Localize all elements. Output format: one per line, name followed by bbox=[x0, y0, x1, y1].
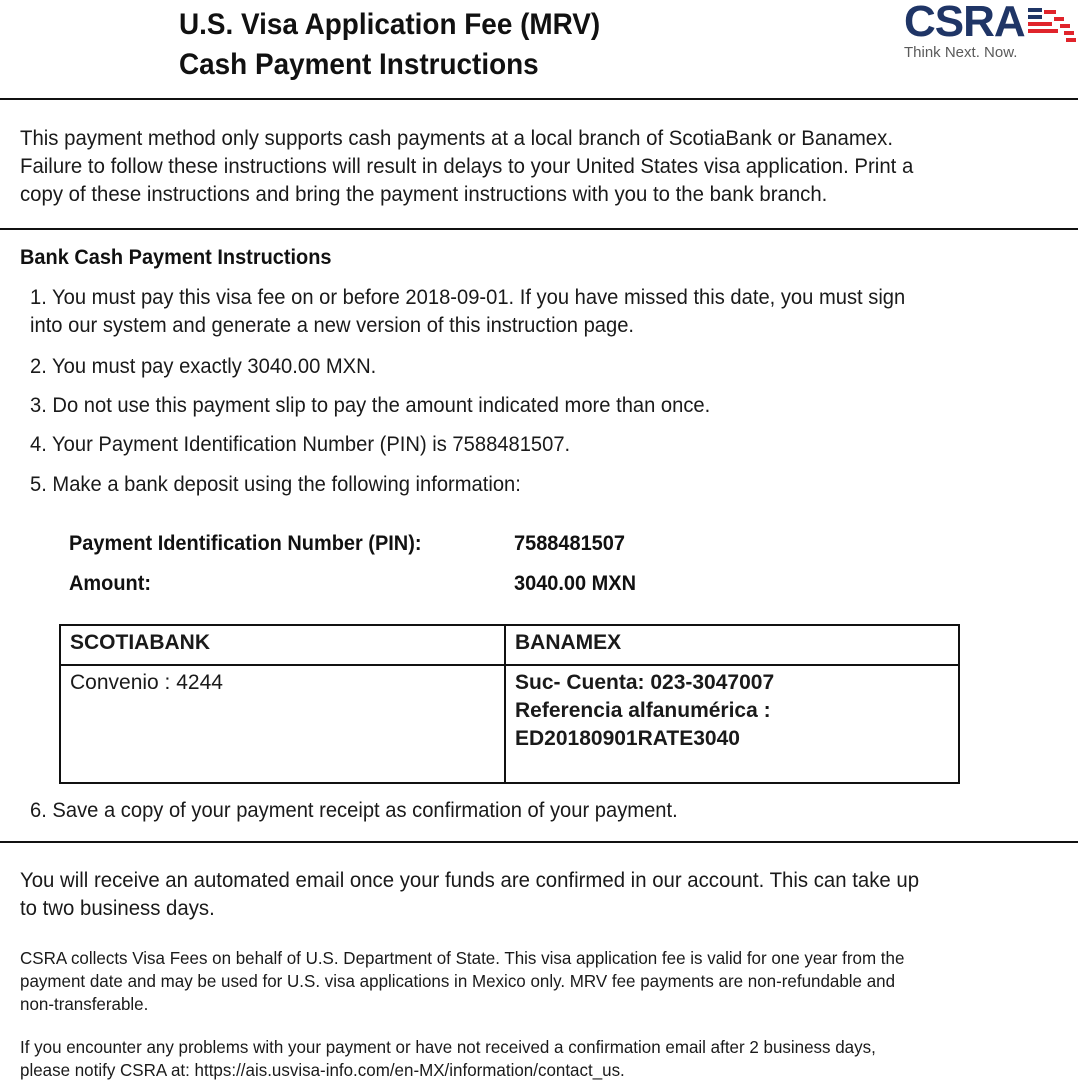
email-notice-line: to two business days. bbox=[20, 897, 215, 920]
disclaimer-line: CSRA collects Visa Fees on behalf of U.S. Department of State. This visa application fee is valid for one year from the bbox=[20, 948, 905, 968]
amount-label: Amount: bbox=[69, 572, 151, 595]
amount-value: 3040.00 MXN bbox=[514, 572, 637, 595]
logo-stripes-icon bbox=[1028, 4, 1078, 44]
step-text: 1. You must pay this visa fee on or before 2018-09-01. If you have missed this date, you must sign bbox=[30, 286, 906, 309]
scotiabank-cell bbox=[60, 665, 505, 783]
step-1 bbox=[30, 284, 905, 340]
step-2: 2. You must pay exactly 3040.00 MXN. bbox=[30, 355, 377, 378]
title-line-2: Cash Payment Instructions bbox=[179, 48, 539, 81]
page-header bbox=[0, 0, 1078, 100]
divider bbox=[0, 841, 1078, 843]
disclaimer-line: non-transferable. bbox=[20, 994, 149, 1014]
divider bbox=[0, 228, 1078, 230]
email-notice-line: You will receive an automated email once your funds are confirmed in our account. This can take up bbox=[20, 869, 920, 892]
bank-table-header-row bbox=[60, 625, 959, 665]
disclaimer-line: payment date and may be used for U.S. visa applications in Mexico only. MRV fee payments are non-refundable and bbox=[20, 971, 896, 991]
banamex-cell bbox=[505, 665, 959, 783]
referencia-value: ED20180901RATE3040 bbox=[515, 727, 740, 750]
bank-table-row bbox=[60, 665, 959, 783]
divider bbox=[0, 98, 1078, 100]
pin-label: Payment Identification Number (PIN): bbox=[69, 532, 422, 555]
suc-cuenta: Suc- Cuenta: 023-3047007 bbox=[515, 671, 775, 694]
step-text: into our system and generate a new version of this instruction page. bbox=[30, 314, 635, 337]
intro-line: Failure to follow these instructions will result in delays to your United States visa application. Print a bbox=[20, 155, 914, 178]
contact-link[interactable]: please notify CSRA at: https://ais.usvisa-info.com/en-MX/information/contact_us. bbox=[20, 1060, 625, 1080]
title-line-1: U.S. Visa Application Fee (MRV) bbox=[179, 8, 601, 41]
logo-tagline: Think Next. Now. bbox=[904, 44, 1018, 61]
page-title bbox=[179, 5, 600, 85]
header-banamex: BANAMEX bbox=[505, 625, 959, 665]
contact-notice bbox=[20, 1036, 876, 1082]
disclaimer bbox=[20, 947, 904, 1016]
convenio: Convenio : 4244 bbox=[70, 671, 223, 694]
intro-line: copy of these instructions and bring the payment instructions with you to the bank branch. bbox=[20, 183, 828, 206]
csra-logo bbox=[898, 0, 1078, 70]
step-4: 4. Your Payment Identification Number (PIN) is 7588481507. bbox=[30, 433, 571, 456]
step-3: 3. Do not use this payment slip to pay the amount indicated more than once. bbox=[30, 394, 711, 417]
step-6: 6. Save a copy of your payment receipt as confirmation of your payment. bbox=[30, 799, 678, 822]
referencia-label: Referencia alfanumérica : bbox=[515, 699, 771, 722]
email-notice bbox=[20, 867, 919, 923]
step-5: 5. Make a bank deposit using the following information: bbox=[30, 473, 521, 496]
intro-line: This payment method only supports cash payments at a local branch of ScotiaBank or Banamex. bbox=[20, 127, 893, 150]
logo-wordmark: CSRA bbox=[904, 0, 1025, 46]
section-heading: Bank Cash Payment Instructions bbox=[20, 246, 332, 269]
contact-line: If you encounter any problems with your payment or have not received a confirmation email after 2 business days, bbox=[20, 1037, 876, 1057]
intro-text bbox=[20, 125, 913, 209]
bank-table bbox=[59, 624, 960, 784]
header-scotiabank: SCOTIABANK bbox=[60, 625, 505, 665]
pin-value: 7588481507 bbox=[514, 532, 625, 555]
